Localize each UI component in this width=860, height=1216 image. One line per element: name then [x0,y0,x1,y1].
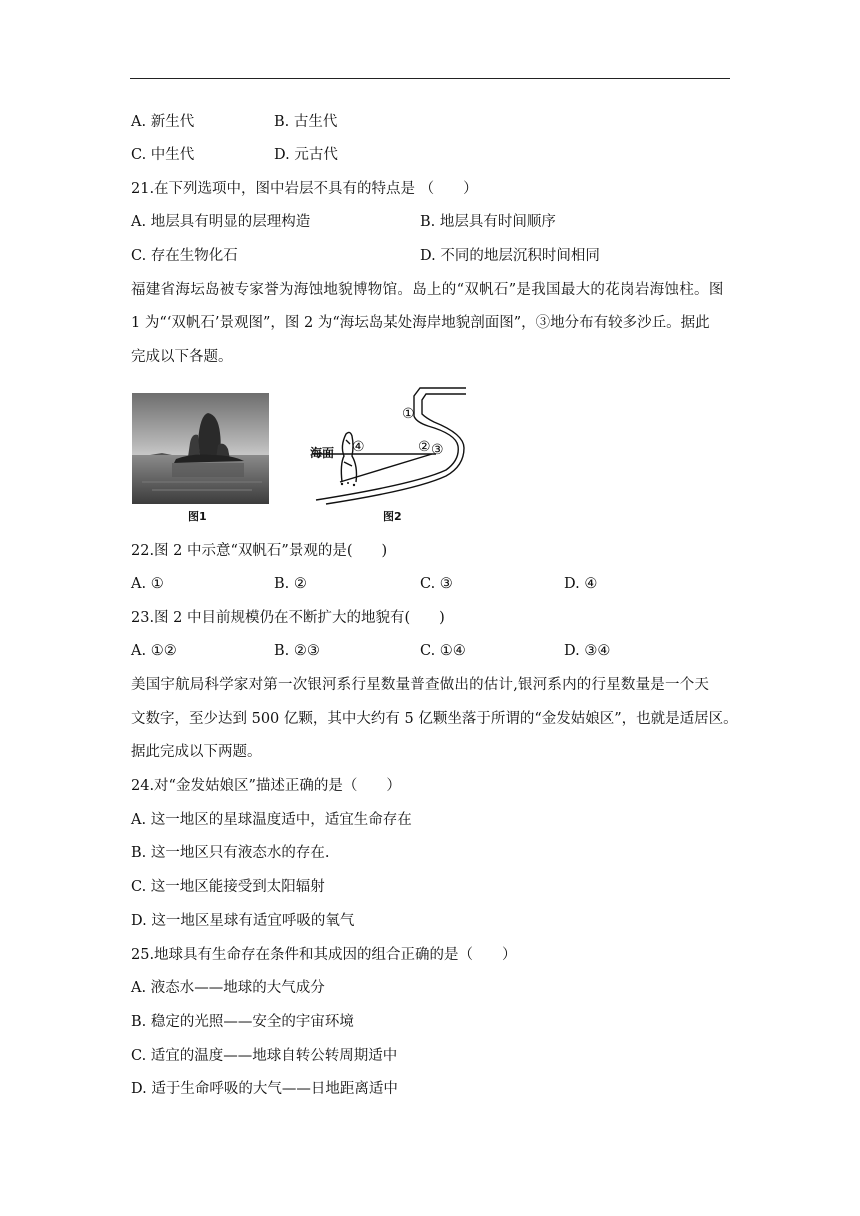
q24-option-d: D. 这一地区星球有适宜呼吸的氧气 [131,913,355,929]
q23-option-c: C. ①④ [420,643,466,659]
passage1-line2: 1 为“‘双帆石’景观图”，图 2 为“海坛岛某处海岸地貌剖面图”，③地分布有较多沙丘。据此 [131,315,710,331]
q25-option-a: A. 液态水——地球的大气成分 [131,980,325,996]
fig2-caption: 图2 [383,510,402,523]
fig2-marker-4: ④ [352,439,365,455]
fig2-marker-3: ③ [431,442,444,458]
q22-option-b: B. ② [274,576,307,592]
q25-stem: 25.地球具有生命存在条件和其成因的组合正确的是（ ） [131,947,517,963]
q22-option-a: A. ① [131,576,164,592]
q23-stem: 23.图 2 中目前规模仍在不断扩大的地貌有( ) [131,610,445,626]
q22-stem: 22.图 2 中示意“双帆石”景观的是( ) [131,543,388,559]
fig2-marker-1: ① [402,406,415,422]
q23-option-a: A. ①② [131,643,177,659]
q25-option-b: B. 稳定的光照——安全的宇宙环境 [131,1014,354,1030]
q20-option-d: D. 元古代 [274,147,338,163]
q24-stem: 24.对“金发姑娘区”描述正确的是（ ） [131,778,401,794]
q22-option-d: D. ④ [564,576,598,592]
q24-option-c: C. 这一地区能接受到太阳辐射 [131,879,325,895]
passage2-line1: 美国宇航局科学家对第一次银河系行星数量普查做出的估计,银河系内的行星数量是一个天 [131,677,710,693]
q20-option-a: A. 新生代 [131,114,195,130]
passage2-line2: 文数字，至少达到 500 亿颗，其中大约有 5 亿颗坐落于所谓的“金发姑娘区”，也就是适居区。 [131,711,738,727]
q21-option-b: B. 地层具有时间顺序 [420,214,556,230]
fig1-photo [132,393,269,504]
q24-option-b: B. 这一地区只有液态水的存在. [131,845,330,861]
fig1-caption: 图1 [188,510,207,523]
q21-option-a: A. 地层具有明显的层理构造 [131,214,311,230]
fig2-sea-label: 海面 [310,446,335,460]
q21-option-d: D. 不同的地层沉积时间相同 [420,248,600,264]
passage1-line1: 福建省海坛岛被专家誉为海蚀地貌博物馆。岛上的“双帆石”是我国最大的花岗岩海蚀柱。图 [131,282,724,298]
q21-option-c: C. 存在生物化石 [131,248,238,264]
q25-option-d: D. 适于生命呼吸的大气——日地距离适中 [131,1081,398,1097]
q20-option-b: B. 古生代 [274,114,338,130]
q24-option-a: A. 这一地区的星球温度适中，适宜生命存在 [131,812,412,828]
passage1-line3: 完成以下各题。 [131,349,233,365]
q20-option-c: C. 中生代 [131,147,195,163]
header-rule [130,78,730,79]
q23-option-b: B. ②③ [274,643,320,659]
q22-option-c: C. ③ [420,576,453,592]
q21-stem: 21.在下列选项中，图中岩层不具有的特点是 （ ） [131,181,478,197]
q25-option-c: C. 适宜的温度——地球自转公转周期适中 [131,1048,398,1064]
q23-option-d: D. ③④ [564,643,611,659]
passage2-line3: 据此完成以下两题。 [131,744,262,760]
fig2-marker-2: ② [418,439,431,455]
